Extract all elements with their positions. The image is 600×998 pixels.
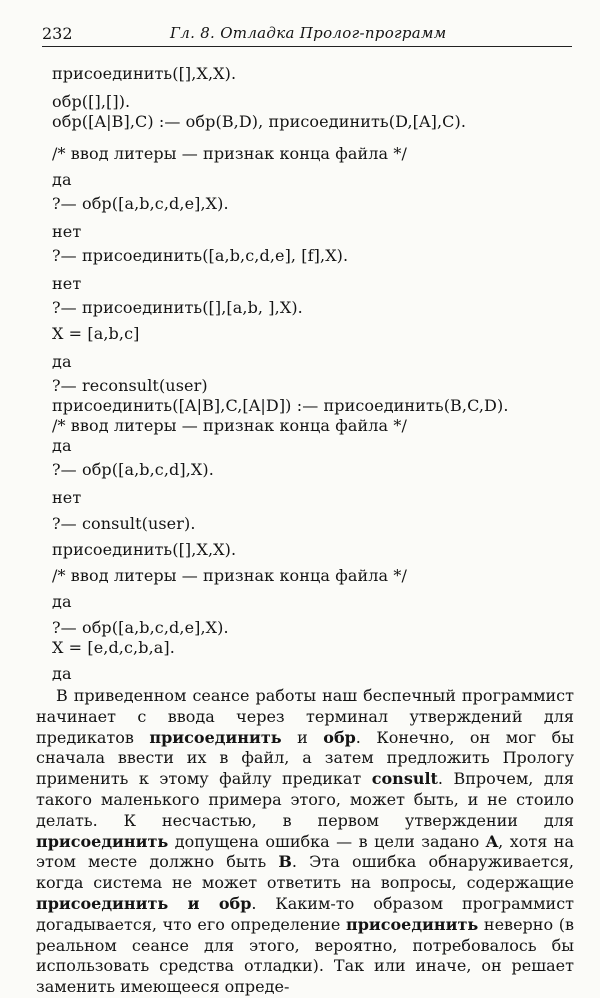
code-line: присоединить([],X,X). (52, 64, 237, 83)
body-paragraph (36, 686, 574, 998)
bold-term: A (485, 831, 499, 851)
code-line: да (52, 352, 72, 371)
text-run: . Эта ошибка обнаруживается, когда система не может ответить на вопросы, содержащие (36, 852, 574, 893)
code-line: X = [a,b,c] (52, 324, 140, 343)
code-line: ?— reconsult(user) (52, 376, 208, 395)
code-line: X = [e,d,c,b,a]. (52, 638, 175, 657)
code-line: ?— обр([a,b,c,d],X). (52, 460, 214, 479)
code-line: да (52, 592, 72, 611)
code-line: ?— обр([a,b,c,d,e],X). (52, 194, 229, 213)
text-run: . Конечно, он мог бы сначала ввести их в файл, а затем предложить Прологу применить к этому файлу предикат (36, 727, 574, 789)
code-line: да (52, 436, 72, 455)
code-line: /* ввод литеры — признак конца файла */ (52, 566, 407, 585)
bold-term: присоединить (149, 727, 282, 747)
text-run: , хотя на этом месте должно быть (36, 831, 574, 872)
code-line: присоединить([],X,X). (52, 540, 237, 559)
bold-term: присоединить (346, 914, 479, 934)
page-header (42, 24, 572, 47)
code-line: обр([A|B],C) :— обр(B,D), присоединить(D,[A],C). (52, 112, 467, 131)
text-run: . Каким-то образом программист догадывается, что его определение (36, 893, 575, 934)
code-line: ?— присоединить([a,b,c,d,e], [f],X). (52, 246, 349, 265)
code-line: обр([],[]). (52, 92, 131, 111)
code-line: нет (52, 274, 82, 293)
code-line: /* ввод литеры — признак конца файла */ (52, 144, 407, 163)
code-line: присоединить([A|B],C,[A|D]) :— присоединить(B,C,D). (52, 396, 509, 415)
code-line: нет (52, 488, 82, 507)
text-run: и (281, 727, 324, 747)
text-run: неверно (в реальном сеансе для этого, вероятно, потребовалось бы использовать средства отладки). Так или иначе, он решает заменить имеющееся опреде- (36, 914, 574, 997)
bold-term: обр (323, 727, 356, 747)
code-line: да (52, 170, 72, 189)
bold-term: присоединить и обр (36, 893, 252, 913)
bold-term: B (278, 852, 292, 872)
page-number: 232 (42, 24, 73, 43)
code-line: ?— обр([a,b,c,d,e],X). (52, 618, 229, 637)
code-line: /* ввод литеры — признак конца файла */ (52, 416, 407, 435)
text-run: В приведенном сеансе работы наш беспечный программист начинает с ввода через терминал утверждений для предикатов (36, 686, 574, 747)
text-run: . Впрочем, для такого маленького примера этого, может быть, и не стоило делать. К несчастью, в первом утверждении для (36, 769, 574, 830)
code-line: ?— consult(user). (52, 514, 196, 533)
bold-term: consult (371, 769, 438, 789)
running-title: Гл. 8. Отладка Пролог-программ (170, 24, 447, 42)
code-line: ?— присоединить([],[a,b, ],X). (52, 298, 303, 317)
text-run: допущена ошибка — в цели задано (168, 831, 486, 851)
code-line: нет (52, 222, 82, 241)
bold-term: присоединить (36, 831, 169, 851)
code-line: да (52, 664, 72, 683)
